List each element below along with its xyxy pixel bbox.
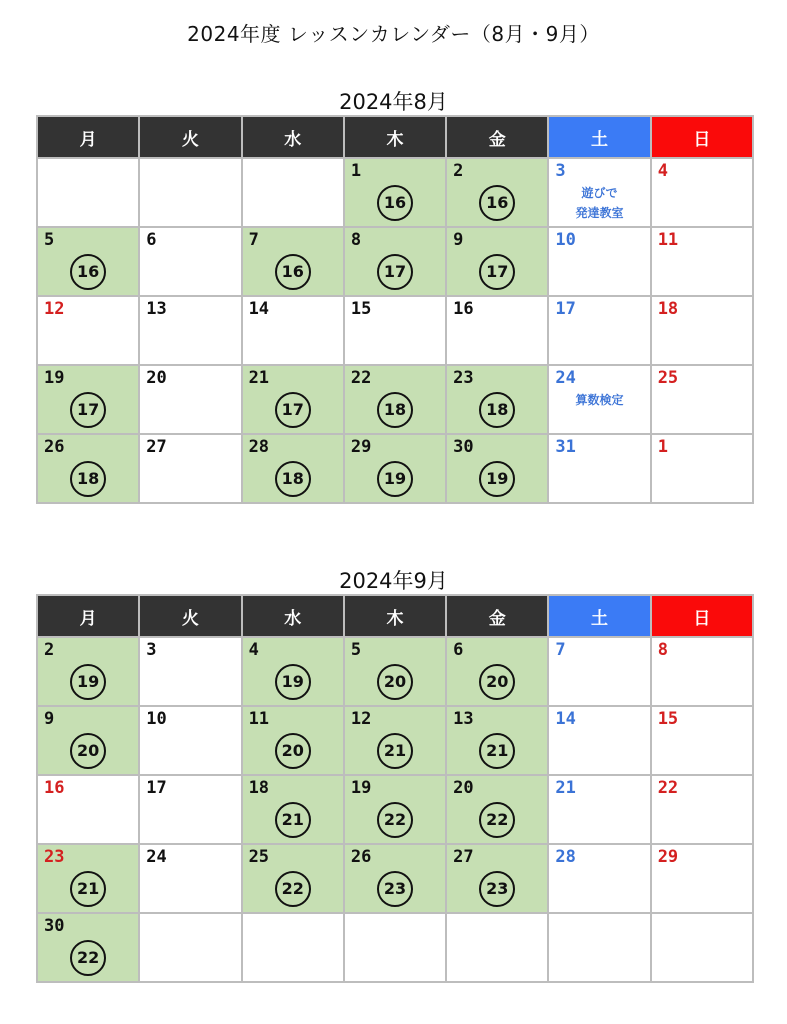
- day-cell: [651, 913, 753, 982]
- day-cell: [344, 158, 446, 227]
- day-cell: [446, 706, 548, 775]
- day-number: 13: [453, 709, 474, 729]
- day-cell: [242, 365, 344, 434]
- day-cell: [446, 296, 548, 365]
- weekday-header: 木: [344, 595, 446, 637]
- day-number: 21: [555, 778, 576, 798]
- day-number: 5: [44, 230, 55, 250]
- day-number: 13: [146, 299, 167, 319]
- day-number: 18: [248, 778, 270, 798]
- week-row: [37, 775, 753, 844]
- lesson-number-badge: 21: [275, 802, 311, 838]
- weekday-header: 火: [139, 116, 241, 158]
- day-cell: [242, 844, 344, 913]
- day-number: 10: [146, 709, 167, 729]
- day-cell: [37, 844, 139, 913]
- day-cell: [139, 227, 241, 296]
- day-cell: [446, 227, 548, 296]
- day-cell: [446, 637, 548, 706]
- day-cell: [139, 637, 241, 706]
- lesson-number-badge: 19: [377, 461, 413, 497]
- lesson-number-badge: 17: [70, 392, 106, 428]
- day-cell: [37, 158, 139, 227]
- day-number: 30: [453, 437, 474, 457]
- day-cell: [548, 775, 650, 844]
- day-cell: [242, 706, 344, 775]
- day-cell: [651, 365, 753, 434]
- day-number: 2: [453, 161, 464, 181]
- day-number: 11: [657, 230, 679, 250]
- weekday-header-row: [37, 595, 753, 637]
- day-number: 2: [44, 640, 55, 660]
- day-number: 27: [146, 437, 167, 457]
- day-cell: [446, 913, 548, 982]
- day-number: 12: [44, 299, 65, 319]
- day-cell: [548, 365, 650, 434]
- day-cell: [548, 637, 650, 706]
- day-number: 16: [453, 299, 474, 319]
- day-number: 22: [657, 778, 679, 798]
- day-cell: [651, 775, 753, 844]
- weekday-header-row: [37, 116, 753, 158]
- day-cell: [548, 227, 650, 296]
- day-cell: [446, 158, 548, 227]
- day-number: 18: [657, 299, 679, 319]
- day-number: 8: [350, 230, 362, 250]
- day-number: 26: [44, 437, 65, 457]
- day-cell: [242, 434, 344, 503]
- weekday-header: 日: [651, 595, 753, 637]
- day-cell: [139, 913, 241, 982]
- day-number: 28: [555, 847, 576, 867]
- day-number: 19: [44, 368, 65, 388]
- event-note: 遊びで 発達教室: [575, 186, 624, 220]
- day-cell: [446, 775, 548, 844]
- day-cell: [242, 637, 344, 706]
- day-number: 11: [248, 709, 270, 729]
- lesson-number-badge: 23: [479, 871, 515, 907]
- day-cell: [37, 296, 139, 365]
- lesson-number-badge: 22: [479, 802, 515, 838]
- lesson-number-badge: 16: [377, 185, 413, 221]
- day-cell: [651, 434, 753, 503]
- day-cell: [548, 158, 650, 227]
- lesson-number-badge: 21: [377, 733, 413, 769]
- weekday-header: 土: [548, 116, 650, 158]
- day-number: 12: [350, 709, 372, 729]
- day-cell: [344, 637, 446, 706]
- day-cell: [651, 637, 753, 706]
- weekday-header: 水: [242, 116, 344, 158]
- day-cell: [344, 775, 446, 844]
- lesson-number-badge: 17: [377, 254, 413, 290]
- lesson-number-badge: 18: [70, 461, 106, 497]
- day-cell: [651, 706, 753, 775]
- day-number: 9: [44, 709, 55, 729]
- day-number: 17: [146, 778, 167, 798]
- day-number: 23: [44, 847, 65, 867]
- page-title: 2024年度 レッスンカレンダー（8月・9月）: [187, 22, 600, 46]
- day-number: 9: [453, 230, 464, 250]
- lesson-number-badge: 19: [479, 461, 515, 497]
- day-cell: [344, 227, 446, 296]
- day-number: 7: [555, 640, 566, 660]
- week-row: [37, 434, 753, 503]
- weekday-header: 水: [242, 595, 344, 637]
- lesson-number-badge: 16: [275, 254, 311, 290]
- day-number: 30: [44, 916, 65, 936]
- day-number: 3: [555, 161, 566, 181]
- day-cell: [651, 844, 753, 913]
- lesson-number-badge: 17: [275, 392, 311, 428]
- day-cell: [242, 775, 344, 844]
- day-number: 1: [350, 161, 362, 181]
- day-cell: [139, 296, 241, 365]
- lesson-number-badge: 20: [479, 664, 515, 700]
- day-number: 4: [248, 640, 259, 660]
- day-cell: [344, 296, 446, 365]
- day-cell: [37, 913, 139, 982]
- lesson-number-badge: 18: [275, 461, 311, 497]
- day-cell: [139, 365, 241, 434]
- day-number: 20: [453, 778, 474, 798]
- day-cell: [651, 296, 753, 365]
- day-cell: [242, 158, 344, 227]
- day-number: 31: [555, 437, 576, 457]
- lesson-number-badge: 17: [479, 254, 515, 290]
- day-cell: [242, 227, 344, 296]
- day-number: 21: [248, 368, 270, 388]
- lesson-number-badge: 19: [70, 664, 106, 700]
- day-cell: [139, 158, 241, 227]
- day-number: 15: [657, 709, 679, 729]
- lesson-number-badge: 18: [479, 392, 515, 428]
- week-row: [37, 913, 753, 982]
- day-number: 20: [146, 368, 167, 388]
- day-number: 7: [248, 230, 259, 250]
- week-row: [37, 637, 753, 706]
- weekday-header: 火: [139, 595, 241, 637]
- event-note: 算数検定: [575, 393, 624, 407]
- day-cell: [651, 158, 753, 227]
- day-number: 24: [555, 368, 576, 388]
- day-cell: [139, 434, 241, 503]
- weekday-header: 土: [548, 595, 650, 637]
- day-cell: [139, 706, 241, 775]
- day-number: 26: [350, 847, 372, 867]
- day-cell: [651, 227, 753, 296]
- day-cell: [37, 227, 139, 296]
- day-cell: [242, 296, 344, 365]
- lesson-number-badge: 21: [70, 871, 106, 907]
- day-cell: [37, 775, 139, 844]
- day-cell: [548, 706, 650, 775]
- day-number: 28: [248, 437, 270, 457]
- day-cell: [446, 365, 548, 434]
- lesson-number-badge: 20: [377, 664, 413, 700]
- lesson-number-badge: 22: [70, 940, 106, 976]
- day-number: 22: [350, 368, 372, 388]
- day-cell: [344, 844, 446, 913]
- weekday-header: 金: [446, 116, 548, 158]
- month-title-august: 2024年8月: [339, 90, 448, 114]
- day-number: 14: [248, 299, 270, 319]
- day-cell: [344, 913, 446, 982]
- day-number: 25: [248, 847, 270, 867]
- day-number: 1: [657, 437, 668, 457]
- day-cell: [139, 844, 241, 913]
- lesson-number-badge: 23: [377, 871, 413, 907]
- week-row: [37, 844, 753, 913]
- day-number: 10: [555, 230, 576, 250]
- lesson-number-badge: 16: [70, 254, 106, 290]
- day-cell: [446, 434, 548, 503]
- lesson-number-badge: 22: [275, 871, 311, 907]
- week-row: [37, 365, 753, 434]
- day-number: 29: [657, 847, 679, 867]
- day-number: 16: [44, 778, 65, 798]
- weekday-header: 月: [37, 116, 139, 158]
- day-cell: [242, 913, 344, 982]
- lesson-number-badge: 20: [275, 733, 311, 769]
- weekday-header: 金: [446, 595, 548, 637]
- day-number: 14: [555, 709, 576, 729]
- day-cell: [548, 913, 650, 982]
- weekday-header: 日: [651, 116, 753, 158]
- day-cell: [344, 434, 446, 503]
- weekday-header: 月: [37, 595, 139, 637]
- lesson-number-badge: 19: [275, 664, 311, 700]
- week-row: [37, 227, 753, 296]
- day-number: 5: [350, 640, 362, 660]
- lesson-number-badge: 22: [377, 802, 413, 838]
- day-cell: [37, 637, 139, 706]
- day-number: 6: [146, 230, 157, 250]
- day-number: 25: [657, 368, 679, 388]
- week-row: [37, 158, 753, 227]
- day-number: 24: [146, 847, 167, 867]
- lesson-number-badge: 16: [479, 185, 515, 221]
- lesson-number-badge: 18: [377, 392, 413, 428]
- calendar-september: [36, 594, 754, 983]
- day-number: 17: [555, 299, 576, 319]
- day-cell: [139, 775, 241, 844]
- day-number: 4: [657, 161, 668, 181]
- day-cell: [548, 844, 650, 913]
- day-cell: [344, 365, 446, 434]
- lesson-number-badge: 21: [479, 733, 515, 769]
- day-number: 19: [350, 778, 372, 798]
- day-number: 27: [453, 847, 474, 867]
- day-number: 23: [453, 368, 474, 388]
- calendar-august: [36, 115, 754, 504]
- day-number: 3: [146, 640, 157, 660]
- day-number: 6: [453, 640, 464, 660]
- day-number: 29: [350, 437, 372, 457]
- day-number: 15: [350, 299, 372, 319]
- day-number: 8: [657, 640, 668, 660]
- weekday-header: 木: [344, 116, 446, 158]
- day-cell: [37, 434, 139, 503]
- week-row: [37, 296, 753, 365]
- day-cell: [548, 434, 650, 503]
- week-row: [37, 706, 753, 775]
- day-cell: [344, 706, 446, 775]
- day-cell: [37, 365, 139, 434]
- day-cell: [37, 706, 139, 775]
- day-cell: [548, 296, 650, 365]
- day-cell: [446, 844, 548, 913]
- lesson-number-badge: 20: [70, 733, 106, 769]
- month-title-september: 2024年9月: [339, 569, 448, 593]
